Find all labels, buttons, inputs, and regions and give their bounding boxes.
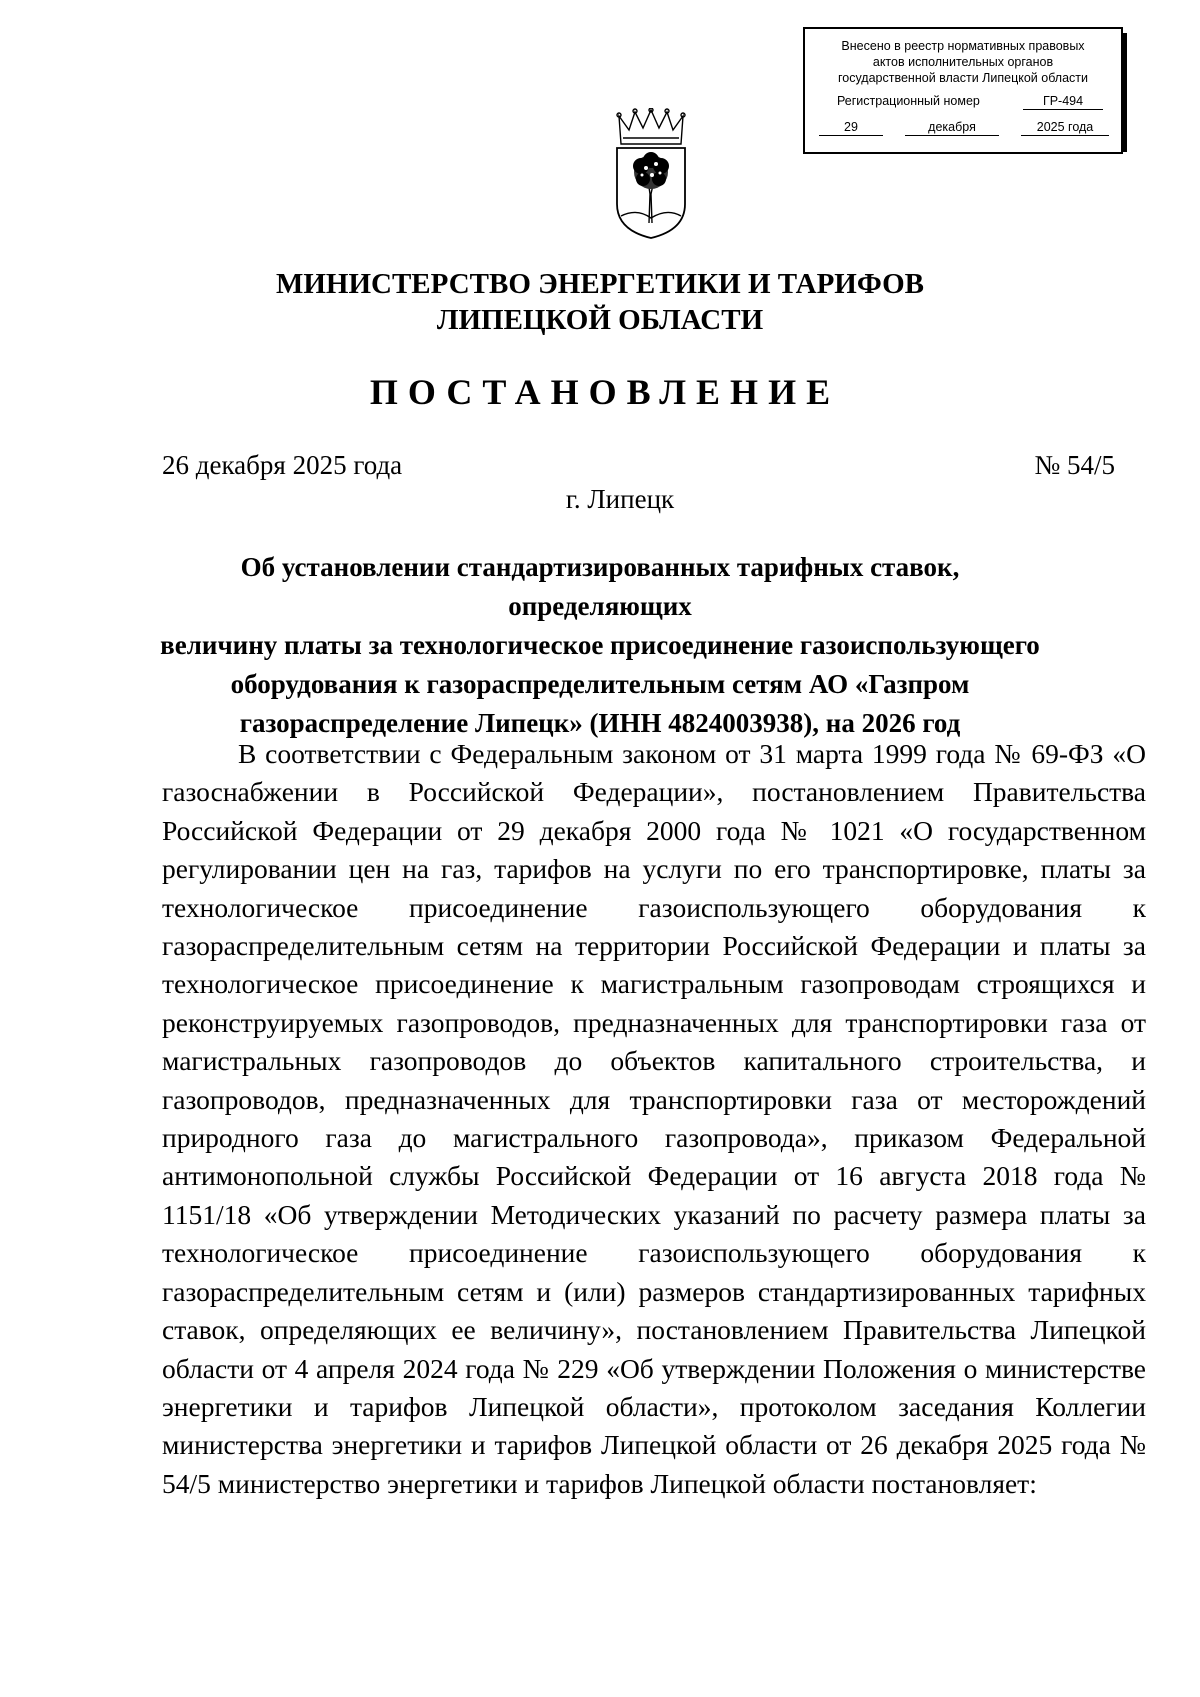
document-body-paragraph: В соответствии с Федеральным законом от 31 марта 1999 года № 69-ФЗ «О газоснабжении в Российской Федерации», постановлением Правительства Российской Федерации от 29 декабря 2000 года № 1021 «О государственном регулировании цен на газ, тарифов на услуги по его транспортировке, платы за технологическое присоединение газоиспользующего оборудования к газораспределительным сетям на территории Российской Федерации и платы за технологическое присоединение к магистральным газопроводам строящихся и реконструируемых газопроводов, предназначенных для транспортировки газа от магистральных газопроводов до объектов капитального строительства, и газопроводов, предназначенных для транспортировки газа от месторождений природного газа до магистрального газопровода», приказом Федеральной антимонопольной службы Российской Федерации от 16 августа 2018 года № 1151/18 «Об утверждении Методических указаний по расчету размера платы за технологическое присоединение газоиспользующего оборудования к газораспределительным сетям и (или) размеров стандартизированных тарифных ставок, определяющих ее величину», постановлением Правительства Липецкой области от 4 апреля 2024 года № 229 «Об утверждении Положения о министерстве энергетики и тарифов Липецкой области», протоколом заседания Коллегии министерства энергетики и тарифов Липецкой области от 26 декабря 2025 года № 54/5 министерство энергетики и тарифов Липецкой области постановляет: [162,738,1146,1499]
document-number: № 54/5 [1034,450,1115,480]
registry-stamp [803,27,1123,154]
ministry-name-line-2: ЛИПЕЦКОЙ ОБЛАСТИ [436,304,764,336]
document-title [150,548,1050,743]
stamp-day: 29 [819,119,883,136]
stamp-registration-number: ГР-494 [1023,93,1103,110]
stamp-line-1: Внесено в реестр нормативных правовых [841,39,1085,53]
document-title-line-2: величину платы за технологическое присоединение газоиспользующего [160,630,1040,660]
ministry-name [0,266,1200,338]
stamp-date-row [805,119,1121,136]
document-title-line-1: Об установлении стандартизированных тарифных ставок, определяющих [240,552,960,621]
document-type: ПОСТАНОВЛЕНИЕ [369,372,841,412]
stamp-month: декабря [905,119,999,136]
document-title-line-4: газораспределение Липецк» (ИНН 4824003938), на 2026 год [239,708,961,738]
stamp-line-2: актов исполнительных органов [872,55,1054,69]
lipetsk-coat-of-arms-icon [613,108,689,240]
document-city: г. Липецк [565,484,675,514]
document-date: 26 декабря 2025 года [162,450,403,480]
ministry-name-line-1: МИНИСТЕРСТВО ЭНЕРГЕТИКИ И ТАРИФОВ [275,268,925,300]
stamp-year: 2025 года [1021,119,1109,136]
stamp-line-3: государственной власти Липецкой области [837,71,1089,85]
stamp-registration-label: Регистрационный номер [837,94,980,108]
stamp-registration-row [805,93,1121,110]
document-title-line-3: оборудования к газораспределительным сетям АО «Газпром [230,669,970,699]
